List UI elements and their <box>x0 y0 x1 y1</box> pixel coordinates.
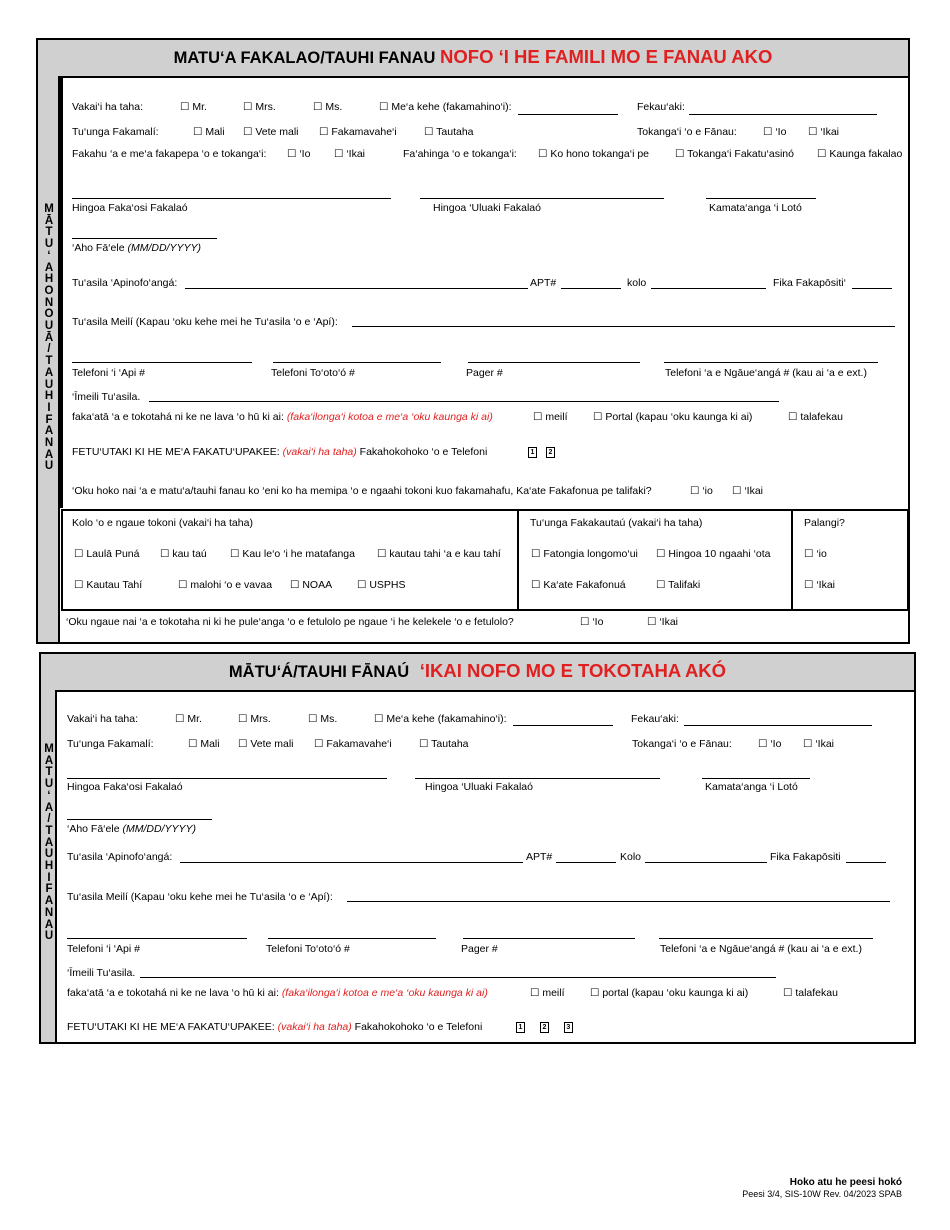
mailing-field[interactable] <box>347 901 890 902</box>
label-dob: ‘Aho Fā‘ele (MM/DD/YYYY) <box>67 823 196 835</box>
checkbox-coast-guard[interactable]: ☐ Kau le‘o ‘i he matafanga <box>230 548 355 560</box>
work-phone-field[interactable] <box>664 362 878 363</box>
label-first-name: Hingoa ‘Uluaki Fakalaó <box>433 202 541 214</box>
section-title: MĀTU‘Á/TAUHI FĀNAÚ <box>228 663 410 681</box>
checkbox-text[interactable]: ☐ talafekau <box>783 987 838 999</box>
side-label: M Ā T U ‘ A H O N O U Ā / T A U H I F A N A U <box>44 203 54 473</box>
checkbox-other[interactable]: ☐ Me‘a kehe (fakamahino‘i): <box>374 713 507 725</box>
address-field[interactable] <box>180 862 523 863</box>
city-field[interactable] <box>645 862 767 863</box>
label-zip: Fika Fakapōsiti <box>770 851 841 863</box>
checkbox-mrs[interactable]: ☐ Mrs. <box>243 101 276 113</box>
label-status: Tu‘unga Fakakautaú (vakai‘i ha taha) <box>530 517 703 529</box>
divider <box>517 509 519 611</box>
checkbox-title10[interactable]: ☐ Hingoa 10 ngaahi ‘ota <box>656 548 771 560</box>
home-phone-field[interactable] <box>67 938 247 939</box>
apt-field[interactable] <box>556 862 616 863</box>
label-address: Tu‘asila ‘Apinofo‘angá: <box>72 277 178 289</box>
dob-field[interactable] <box>67 819 212 820</box>
checkbox-kaunga[interactable]: ☐ Kaunga fakalao <box>817 148 903 160</box>
checkbox-portal[interactable]: ☐ portal (kapau ‘oku kaunga ki ai) <box>590 987 749 999</box>
phone-order-boxes <box>516 1021 573 1033</box>
city-field[interactable] <box>651 288 766 289</box>
label-vakai: Vakai‘i ha taha: <box>67 713 139 725</box>
checkbox-mrs[interactable]: ☐ Mrs. <box>238 713 271 725</box>
label-military-question: ‘Oku hoko nai ‘a e matu‘a/tauhi fanau ko ‘eni ko ha memipa ‘o e ngaahi tokoni kuo fakamahafu, Ka‘ate Fakafonua pe talifaki? <box>72 485 652 497</box>
middle-initial-field[interactable] <box>702 778 810 779</box>
label-access: faka‘atā ‘a e tokotahá ni ke ne lava ‘o hū ki ai: (faka‘ilonga‘i kotoa e me‘a ‘oku kaunga ki ai) <box>72 411 493 423</box>
checkbox-usphs[interactable]: ☐ USPHS <box>357 579 406 591</box>
checkbox-custody-no[interactable]: ☐ ‘Ikai <box>808 126 840 138</box>
label-cell-phone: Telefoni To‘oto‘ó # <box>266 943 350 955</box>
label-vakai: Vakai‘i ha taha: <box>72 101 144 113</box>
label-fekau: Fekau‘aki: <box>631 713 679 725</box>
middle-initial-field[interactable] <box>706 198 816 199</box>
other-field[interactable] <box>518 114 618 115</box>
section-title-highlight: ‘IKAI NOFO MO E TOKOTAHA AKÓ <box>419 660 727 681</box>
checkbox-mail[interactable]: ☐ meilí <box>530 987 565 999</box>
label-marital: Tu‘unga Fakamalí: <box>67 738 154 750</box>
label-custody: Tokanga‘i ‘o e Fānau: <box>632 738 732 750</box>
checkbox-ms[interactable]: ☐ Ms. <box>308 713 338 725</box>
label-emergency: FETU‘UTAKI KI HE ME‘A FAKATU‘UPAKEE: (vakai‘i ha taha) Fakahokohoko ‘o e Telefoni <box>67 1021 483 1033</box>
order-box-2[interactable]: 2 <box>540 1022 549 1033</box>
label-city: Kolo <box>620 851 642 863</box>
label-palangi: Palangi? <box>804 517 845 529</box>
label-apt: APT# <box>530 277 557 289</box>
checkbox-fed-no[interactable]: ☐ ‘Ikai <box>647 616 679 628</box>
section-noncustodial-parent <box>39 652 916 1044</box>
footer-continue: Hoko atu he peesi hokó <box>789 1177 902 1188</box>
section-header <box>41 654 914 692</box>
checkbox-ms[interactable]: ☐ Ms. <box>313 101 343 113</box>
label-home-phone: Telefoni ‘i ‘Api # <box>72 367 145 379</box>
order-box-2[interactable]: 2 <box>546 447 555 458</box>
checkbox-palangi-no[interactable]: ☐ ‘Ikai <box>804 579 836 591</box>
label-home-phone: Telefoni ‘i ‘Api # <box>67 943 140 955</box>
section-header <box>38 40 908 78</box>
label-work-phone: Telefoni ‘a e Ngāue‘angá # (kau ai ‘a e ext.) <box>665 367 867 379</box>
order-box-1[interactable]: 1 <box>516 1022 525 1033</box>
label-city: kolo <box>627 277 647 289</box>
checkbox-fakatu[interactable]: ☐ Tokanga‘i Fakatu‘asinó <box>675 148 794 160</box>
checkbox-national-guard[interactable]: ☐ Ka‘ate Fakafonuá <box>531 579 626 591</box>
checkbox-tautaha[interactable]: ☐ Tautaha <box>424 126 474 138</box>
label-emergency: FETU‘UTAKI KI HE ME‘A FAKATU‘UPAKEE: (vakai‘i ha taha) Fakahokohoko ‘o e Telefoni <box>72 446 488 458</box>
label-email: ‘Īmeili Tu‘asila. <box>72 391 141 403</box>
divider <box>60 76 63 508</box>
checkbox-mr[interactable]: ☐ Mr. <box>180 101 207 113</box>
label-address: Tu‘asila ‘Apinofo‘angá: <box>67 851 173 863</box>
checkbox-army[interactable]: ☐ Laulā Puná <box>74 548 140 560</box>
label-dob: ‘Aho Fā‘ele (MM/DD/YYYY) <box>72 242 201 254</box>
label-last-name: Hingoa Faka‘osi Fakalaó <box>72 202 188 214</box>
checkbox-tautaha[interactable]: ☐ Tautaha <box>419 738 469 750</box>
checkbox-fakamavahe[interactable]: ☐ Fakamavahe‘i <box>319 126 397 138</box>
checkbox-mail[interactable]: ☐ meilí <box>533 411 568 423</box>
label-branch: Kolo ‘o e ngaue tokoni (vakai‘i ha taha) <box>72 517 253 529</box>
checkbox-palangi-yes[interactable]: ☐ ‘io <box>804 548 827 560</box>
label-mailing: Tu‘asila Meilí (Kapau ‘oku kehe mei he Tu‘asila ‘o e ‘Apí): <box>72 316 338 328</box>
footer <box>742 1177 902 1199</box>
label-mailing: Tu‘asila Meilí (Kapau ‘oku kehe mei he Tu‘asila ‘o e ‘Apí): <box>67 891 333 903</box>
email-field[interactable] <box>140 977 776 978</box>
checkbox-mali[interactable]: ☐ Mali <box>188 738 220 750</box>
last-name-field[interactable] <box>72 198 391 199</box>
checkbox-kau-tau[interactable]: ☐ kau taú <box>160 548 207 560</box>
label-fakahu: Fakahu ‘a e me‘a fakapepa ‘o e tokanga‘i: <box>72 148 267 160</box>
checkbox-mali[interactable]: ☐ Mali <box>193 126 225 138</box>
cell-phone-field[interactable] <box>268 938 436 939</box>
email-field[interactable] <box>149 401 779 402</box>
checkbox-vete[interactable]: ☐ Vete mali <box>243 126 299 138</box>
cell-phone-field[interactable] <box>273 362 441 363</box>
side-label: M A T U ‘ A / T A U H I F A N A U <box>44 743 54 943</box>
side-label-bar <box>41 690 57 1042</box>
last-name-field[interactable] <box>67 778 387 779</box>
first-name-field[interactable] <box>420 198 664 199</box>
label-marital: Tu‘unga Fakamalí: <box>72 126 159 138</box>
label-fekau: Fekau‘aki: <box>637 101 685 113</box>
side-label-bar <box>38 76 60 642</box>
relationship-field[interactable] <box>684 725 872 726</box>
checkbox-custody-yes[interactable]: ☐ ‘Io <box>763 126 787 138</box>
checkbox-noaa[interactable]: ☐ NOAA <box>290 579 333 591</box>
label-middle: Kamata‘anga ‘i Lotó <box>709 202 802 214</box>
zip-field[interactable] <box>846 862 886 863</box>
checkbox-mil-no[interactable]: ☐ ‘Ikai <box>732 485 764 497</box>
work-phone-field[interactable] <box>659 938 873 939</box>
footer-revision: Peesi 3/4, SIS-10W Rev. 04/2023 SPAB <box>742 1189 902 1199</box>
checkbox-fakahu-no[interactable]: ☐ ‘Ikai <box>334 148 366 160</box>
checkbox-vete[interactable]: ☐ Vete mali <box>238 738 294 750</box>
label-email: ‘Īmeili Tu‘asila. <box>67 967 136 979</box>
checkbox-kohono[interactable]: ☐ Ko hono tokanga‘i pe <box>538 148 649 160</box>
order-box-3[interactable]: 3 <box>564 1022 573 1033</box>
label-custody: Tokanga‘i ‘o e Fānau: <box>637 126 737 138</box>
checkbox-reserve[interactable]: ☐ Talifaki <box>656 579 701 591</box>
other-field[interactable] <box>513 725 613 726</box>
checkbox-air-force[interactable]: ☐ malohi ‘o e vavaa <box>178 579 273 591</box>
label-middle: Kamata‘anga ‘i Lotó <box>705 781 798 793</box>
section-title-highlight: NOFO ‘I HE FAMILI MO E FANAU AKO <box>440 46 773 67</box>
checkbox-fakamavahe[interactable]: ☐ Fakamavahe‘i <box>314 738 392 750</box>
checkbox-marines[interactable]: ☐ kautau tahi ‘a e kau tahí <box>377 548 501 560</box>
label-work-phone: Telefoni ‘a e Ngāue‘angá # (kau ai ‘a e ext.) <box>660 943 862 955</box>
mailing-field[interactable] <box>352 326 895 327</box>
home-phone-field[interactable] <box>72 362 252 363</box>
checkbox-fakahu-yes[interactable]: ☐ ‘Io <box>287 148 311 160</box>
checkbox-fed-yes[interactable]: ☐ ‘Io <box>580 616 604 628</box>
order-box-1[interactable]: 1 <box>528 447 537 458</box>
label-faahinga: Fa‘ahinga ‘o e tokanga‘i: <box>403 148 517 160</box>
checkbox-text[interactable]: ☐ talafekau <box>788 411 843 423</box>
section-title: MATU‘A FAKALAO/TAUHI FANAU <box>173 49 436 67</box>
phone-order-boxes <box>528 446 555 458</box>
checkbox-portal[interactable]: ☐ Portal (kapau ‘oku kaunga ki ai) <box>593 411 753 423</box>
dob-field[interactable] <box>72 238 217 239</box>
checkbox-mil-yes[interactable]: ☐ ‘io <box>690 485 713 497</box>
relationship-field[interactable] <box>689 114 877 115</box>
checkbox-other[interactable]: ☐ Me‘a kehe (fakamahino‘i): <box>379 101 512 113</box>
zip-field[interactable] <box>852 288 892 289</box>
label-apt: APT# <box>526 851 553 863</box>
checkbox-custody-no[interactable]: ☐ ‘Ikai <box>803 738 835 750</box>
label-pager: Pager # <box>466 367 503 379</box>
pager-field[interactable] <box>468 362 640 363</box>
checkbox-active[interactable]: ☐ Fatongia longomo‘ui <box>531 548 638 560</box>
label-first-name: Hingoa ‘Uluaki Fakalaó <box>425 781 533 793</box>
label-federal-question: ‘Oku ngaue nai ‘a e tokotaha ni ki he pule‘anga ‘o e fetulolo pe ngaue ‘i he kelekele ‘o e fetulolo? <box>66 616 514 628</box>
address-field[interactable] <box>185 288 528 289</box>
label-zip: Fika Fakapōsiti‘ <box>773 277 846 289</box>
label-last-name: Hingoa Faka‘osi Fakalaó <box>67 781 183 793</box>
label-pager: Pager # <box>461 943 498 955</box>
checkbox-navy[interactable]: ☐ Kautau Tahí <box>74 579 143 591</box>
checkbox-custody-yes[interactable]: ☐ ‘Io <box>758 738 782 750</box>
pager-field[interactable] <box>463 938 635 939</box>
first-name-field[interactable] <box>415 778 660 779</box>
apt-field[interactable] <box>561 288 621 289</box>
checkbox-mr[interactable]: ☐ Mr. <box>175 713 202 725</box>
divider <box>791 509 793 611</box>
label-cell-phone: Telefoni To‘oto‘ó # <box>271 367 355 379</box>
label-access: faka‘atā ‘a e tokotahá ni ke ne lava ‘o hū ki ai: (faka‘ilonga‘i kotoa e me‘a ‘oku kaunga ki ai) <box>67 987 488 999</box>
